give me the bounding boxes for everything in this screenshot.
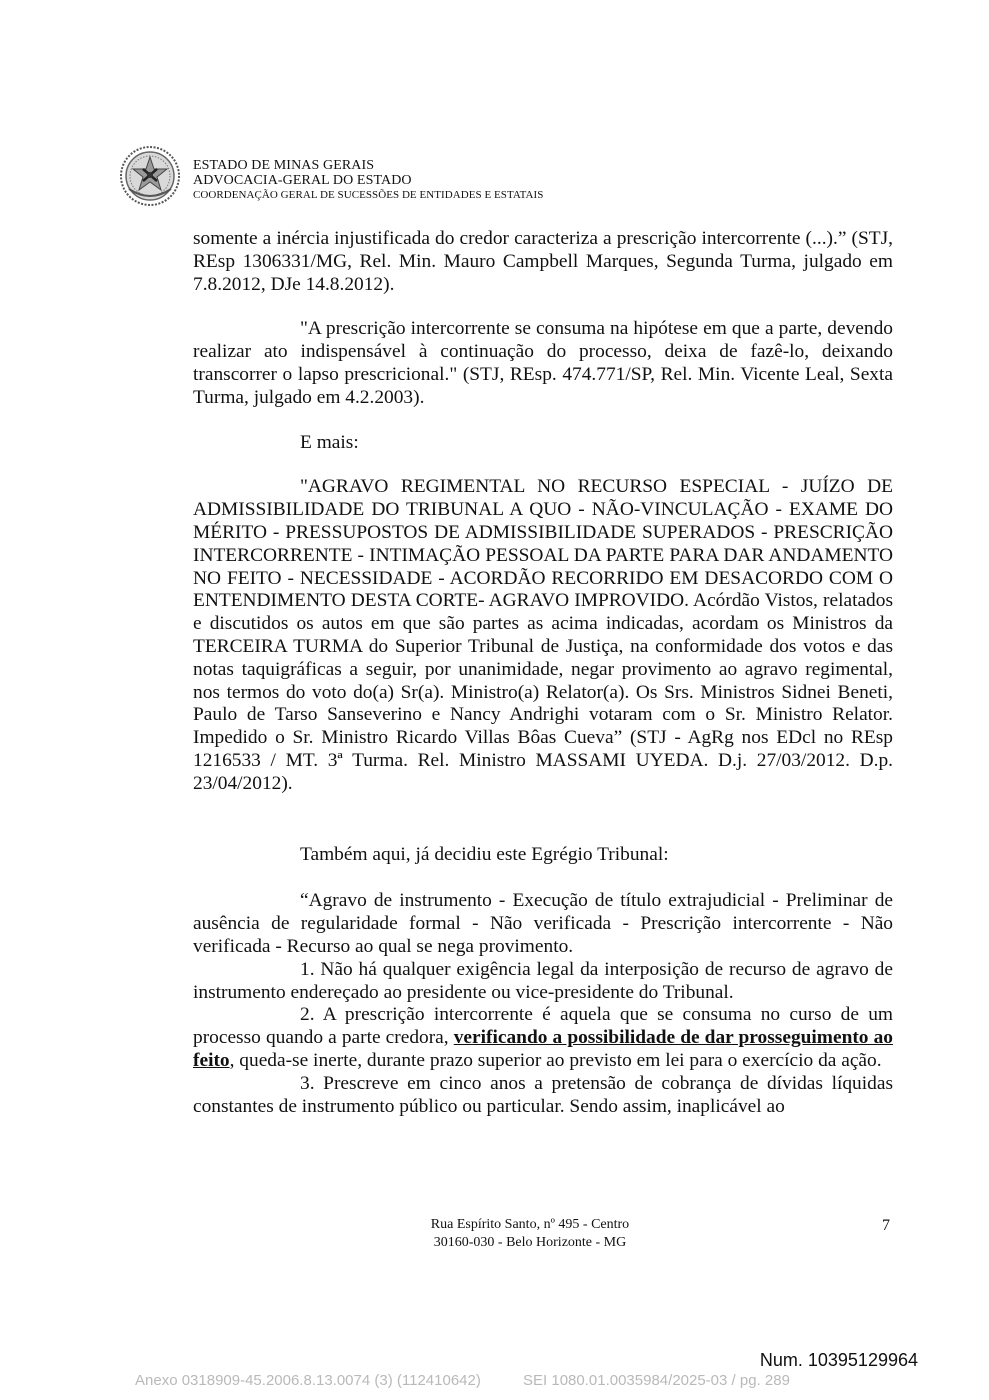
address-line: Rua Espírito Santo, nº 495 - Centro (430, 1217, 630, 1232)
coat-of-arms-icon (119, 145, 181, 207)
footer-address (0, 1216, 989, 1252)
quote-paragraph: "AGRAVO REGIMENTAL NO RECURSO ESPECIAL - JUÍZO DE ADMISSIBILIDADE DO TRIBUNAL A QUO - NÃO-VINCULAÇÃO - EXAME DO MÉRITO - PRESSUPOSTOS DE ADMISSIBILIDADE SUPERADOS - PRESCRIÇÃO INTERCORRENTE - INTIMAÇÃO PESSOAL DA PARTE PARA DAR ANDAMENTO NO FEITO - NECESSIDADE - ACORDÃO RECORRIDO EM DESACORDO COM O ENTENDIMENTO DESTA CORTE- AGRAVO IMPROVIDO. Acórdão Vistos, relatados e discutidos os autos em que são partes as acima indicadas, acordam os Ministros da TERCEIRA TURMA do Superior Tribunal de Justiça, na conformidade dos votos e das notas taquigráficas a seguir, por unanimidade, negar provimento ao agravo regimental, nos termos do voto do(a) Sr(a). Ministro(a) Relator(a). Os Srs. Ministros Sidnei Beneti, Paulo de Tarso Sanseverino e Nancy Andrighi votaram com o Sr. Ministro Relator. Impedido o Sr. Ministro Ricardo Villas Bôas Cueva” (STJ - AgRg nos EDcl no REsp 1216533 / MT. 3ª Turma. Rel. Ministro MASSAMI UYEDA. D.j. 27/03/2012. D.p. 23/04/2012). (193, 476, 893, 794)
agency-name: ADVOCACIA-GERAL DO ESTADO (193, 173, 412, 188)
quote-paragraph: "A prescrição intercorrente se consuma na hipótese em que a parte, devendo realizar ato indispensável à continuação do processo, deixa de fazê-lo, deixando transcorrer o lapso prescricional." (STJ, REsp. 474.771/SP, Rel. Min. Vicente Leal, Sexta Turma, julgado em 4.2.2003). (193, 318, 893, 408)
paragraph: Também aqui, já decidiu este Egrégio Tribunal: (300, 843, 669, 865)
paragraph: somente a inércia injustificada do credor caracteriza a prescrição intercorrente (...).” (STJ, REsp 1306331/MG, Rel. Min. Mauro Campbell Marques, Segunda Turma, julgado em 7.8.2012, DJe 14.8.2012). (193, 228, 893, 295)
address-line: 30160-030 - Belo Horizonte - MG (433, 1235, 627, 1250)
quote-item: 3. Prescreve em cinco anos a pretensão de cobrança de dívidas líquidas constantes de instrumento público ou particular. Sendo assim, inaplicável ao (193, 1072, 893, 1117)
letterhead (193, 158, 543, 203)
sei-reference: SEI 1080.01.0035984/2025-03 / pg. 289 (523, 1372, 790, 1389)
quote-paragraph: “Agravo de instrumento - Execução de título extrajudicial - Preliminar de ausência de regularidade formal - Não verificada - Prescrição intercorrente - Não verificada - Recurso ao qual se nega provimento. (193, 890, 893, 957)
document-body (193, 228, 893, 1118)
emphasized-text: verificando a possibilidade de dar prosseguimento ao feito (193, 1027, 893, 1071)
text-run: 2. A prescrição intercorrente é aquela que se consuma no curso de um processo quando a parte credora, (193, 1004, 893, 1049)
state-name: ESTADO DE MINAS GERAIS (193, 158, 375, 173)
document-number: Num. 10395129964 (759, 1350, 918, 1370)
quote-item (193, 1004, 893, 1072)
page-number: 7 (882, 1217, 890, 1234)
department-name: COORDENAÇÃO GERAL DE SUCESSÕES DE ENTIDADES E ESTATAIS (193, 189, 544, 201)
paragraph: E mais: (300, 431, 359, 453)
text-run: , queda-se inerte, durante prazo superior ao previsto em lei para o exercício da ação. (229, 1049, 882, 1071)
quote-item: 1. Não há qualquer exigência legal da interposição de recurso de agravo de instrumento endereçado ao presidente ou vice-presidente do Tribunal. (193, 958, 893, 1003)
annex-stamp (135, 1372, 828, 1389)
annex-reference: Anexo 0318909-45.2006.8.13.0074 (3) (112410642) (135, 1372, 481, 1389)
